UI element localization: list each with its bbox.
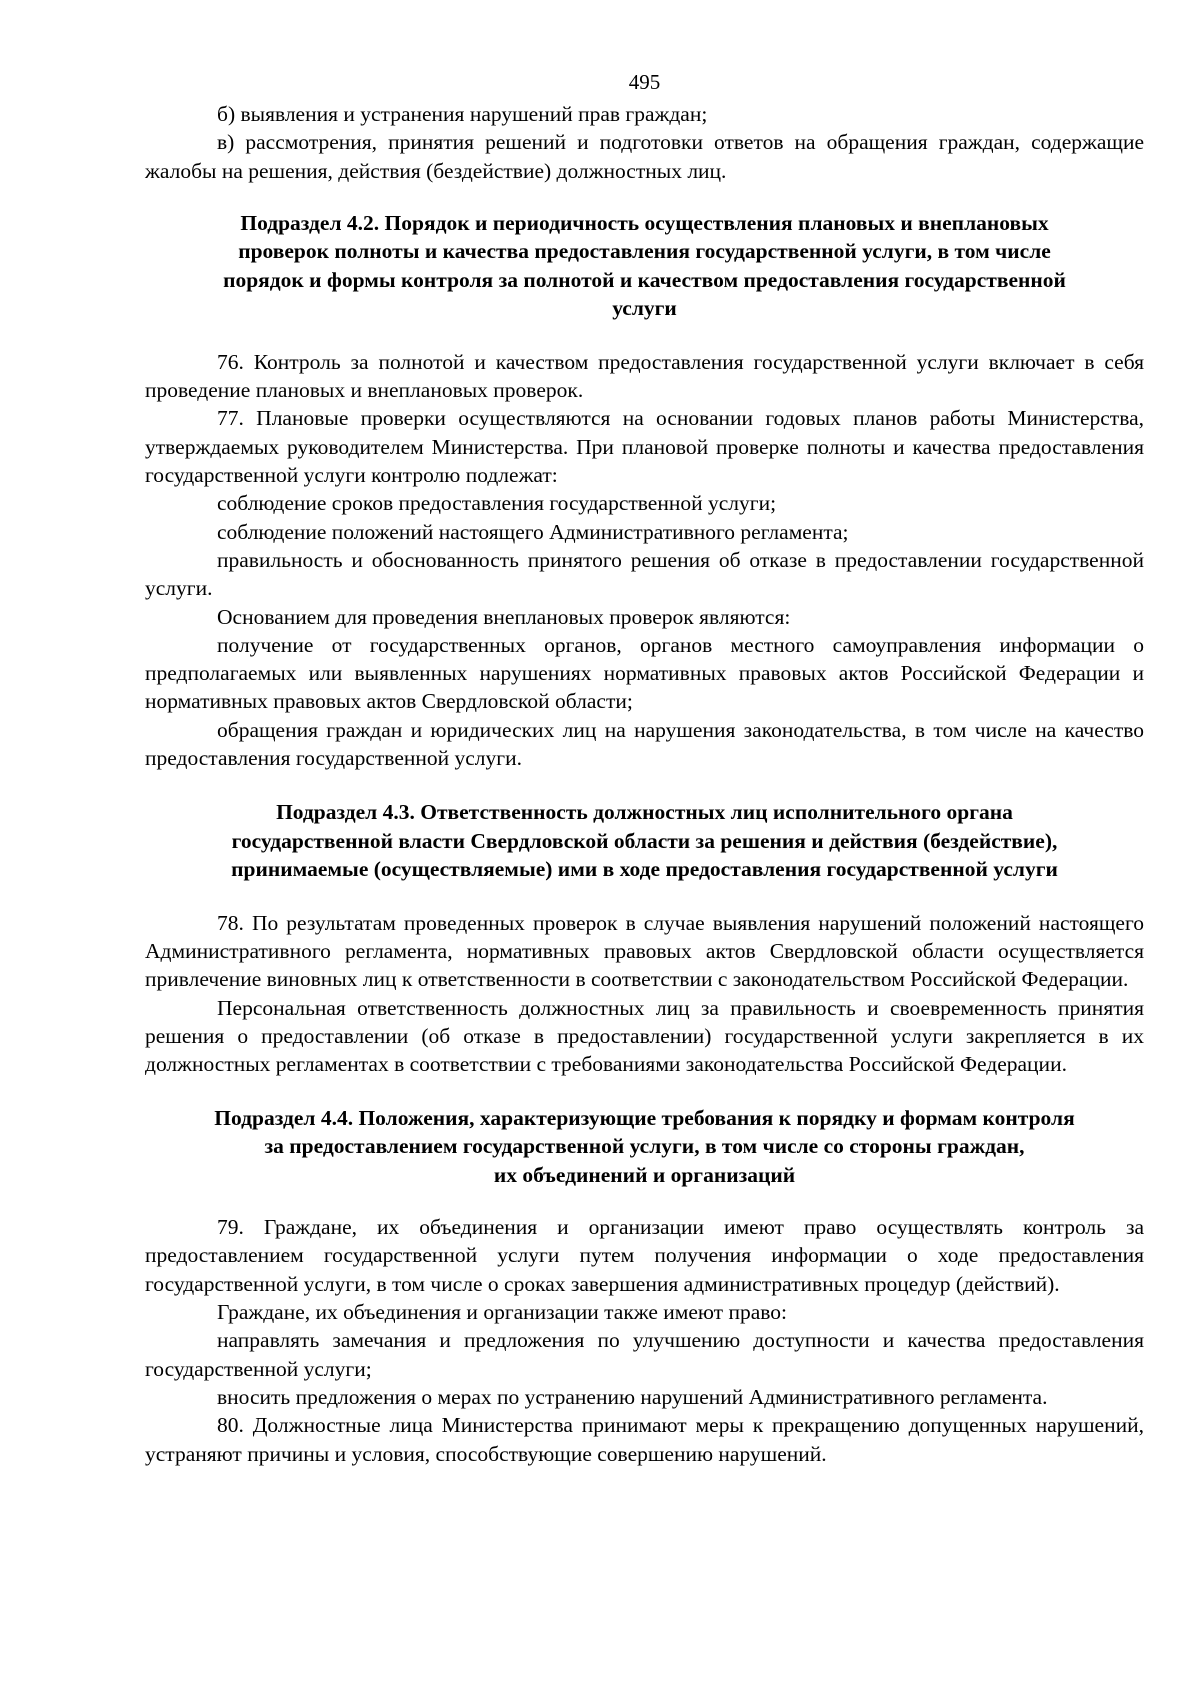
heading-line: государственной власти Свердловской области за решения и действия (бездействие), xyxy=(231,828,1058,853)
paragraph: вносить предложения о мерах по устранению нарушений Административного регламента. xyxy=(217,1384,1048,1409)
heading-line: их объединений и организаций xyxy=(493,1162,796,1187)
heading-line: порядок и формы контроля за полнотой и качеством предоставления государственной xyxy=(223,267,1066,292)
intro-block xyxy=(145,100,1144,185)
section-heading-4-2 xyxy=(145,209,1144,323)
paragraph: 78. По результатам проведенных проверок в случае выявления нарушений положений настоящего Административного регламента, нормативных правовых актов Свердловской области осуществляется привлечение виновных лиц к ответственности в соответствии с законодательством Российской Федерации. xyxy=(145,910,1144,992)
paragraph: соблюдение сроков предоставления государственной услуги; xyxy=(217,491,777,516)
heading-line: услуги xyxy=(612,296,677,321)
paragraph: Основанием для проведения внеплановых проверок являются: xyxy=(217,604,791,629)
section-heading-4-4 xyxy=(145,1104,1144,1190)
paragraph: получение от государственных органов, органов местного самоуправления информации о предполагаемых или выявленных нарушениях нормативных правовых актов Российской Федерации и нормативных правовых актов Свердловской области; xyxy=(145,632,1144,714)
paragraph: обращения граждан и юридических лиц на нарушения законодательства, в том числе на качество предоставления государственной услуги. xyxy=(145,717,1144,771)
paragraph: Персональная ответственность должностных лиц за правильность и своевременность принятия решения о предоставлении (об отказе в предоставлении) государственной услуги закрепляется в их должностных регламентах в соответствии с требованиями законодательства Российской Федерации. xyxy=(145,995,1144,1077)
heading-line: Подраздел 4.4. Положения, характеризующие требования к порядку и формам контроля xyxy=(214,1105,1075,1130)
paragraph: 77. Плановые проверки осуществляются на основании годовых планов работы Министерства, утверждаемых руководителем Министерства. При плановой проверке полноты и качества предоставления государственной услуги контролю подлежат: xyxy=(145,406,1144,488)
heading-line: проверок полноты и качества предоставления государственной услуги, в том числе xyxy=(238,239,1051,264)
paragraph: соблюдение положений настоящего Административного регламента; xyxy=(217,519,849,544)
section-4-3-body xyxy=(145,909,1144,1079)
paragraph: Граждане, их объединения и организации также имеют право: xyxy=(217,1300,787,1325)
heading-line: Подраздел 4.2. Порядок и периодичность осуществления плановых и внеплановых xyxy=(240,210,1049,235)
heading-line: Подраздел 4.3. Ответственность должностных лиц исполнительного органа xyxy=(276,800,1013,825)
paragraph: 80. Должностные лица Министерства принимают меры к прекращению допущенных нарушений, устраняют причины и условия, способствующие совершению нарушений. xyxy=(145,1413,1144,1466)
paragraph: в) рассмотрения, принятия решений и подготовки ответов на обращения граждан, содержащие жалобы на решения, действия (бездействие) должностных лиц. xyxy=(145,130,1144,183)
paragraph: 79. Граждане, их объединения и организации имеют право осуществлять контроль за предоставлением государственной услуги путем получения информации о ходе предоставления государственной услуги, в том числе о сроках завершения административных процедур (действий). xyxy=(145,1215,1144,1296)
paragraph: б) выявления и устранения нарушений прав граждан; xyxy=(217,102,708,126)
section-4-2-body xyxy=(145,348,1144,772)
paragraph: направлять замечания и предложения по улучшению доступности и качества предоставления государственной услуги; xyxy=(145,1328,1144,1381)
page-number: 495 xyxy=(628,70,661,94)
section-heading-4-3 xyxy=(145,798,1144,884)
heading-line: за предоставлением государственной услуги, в том числе со стороны граждан, xyxy=(264,1134,1025,1159)
section-4-4-body xyxy=(145,1213,1144,1468)
paragraph: правильность и обоснованность принятого решения об отказе в предоставлении государственной услуги. xyxy=(145,547,1144,601)
paragraph: 76. Контроль за полнотой и качеством предоставления государственной услуги включает в себя проведение плановых и внеплановых проверок. xyxy=(145,349,1144,403)
heading-line: принимаемые (осуществляемые) ими в ходе предоставления государственной услуги xyxy=(231,857,1058,882)
